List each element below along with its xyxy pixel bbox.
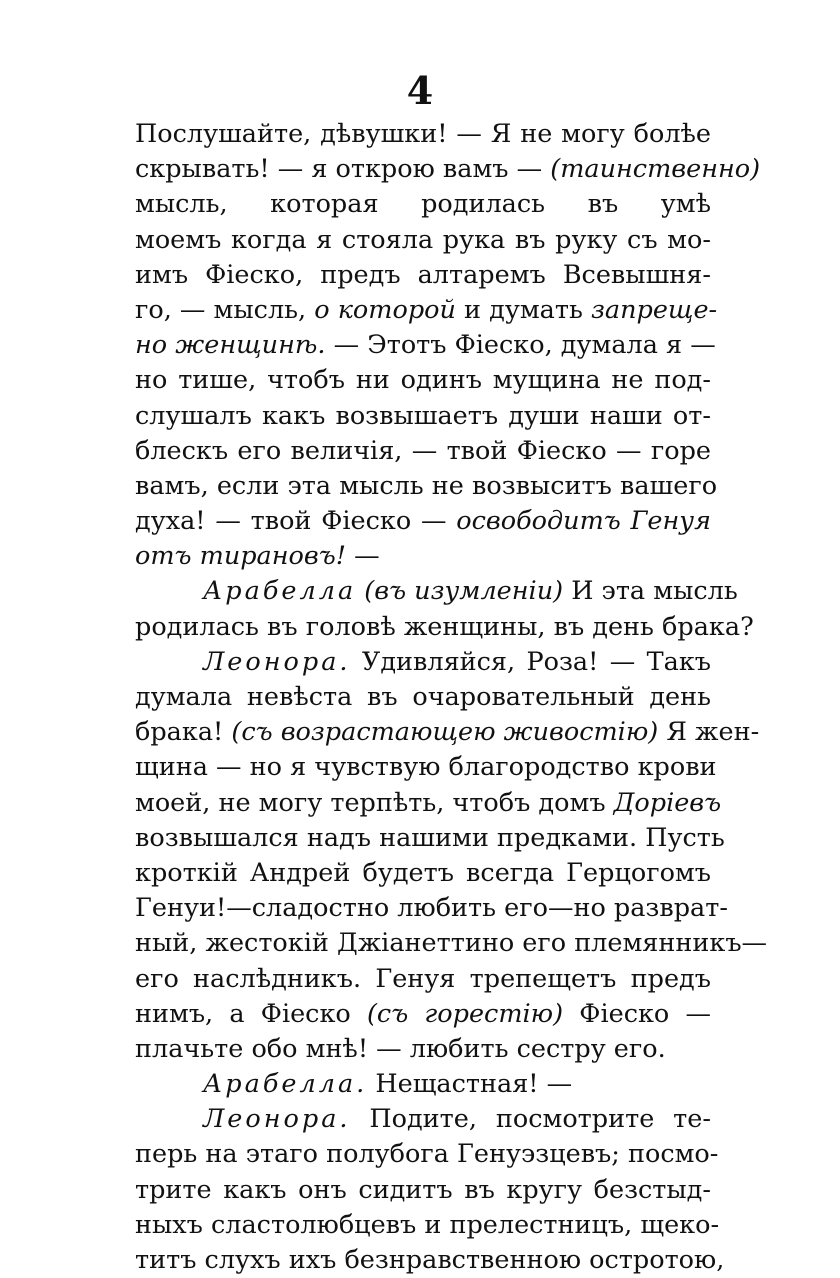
text-run: моей, не могу терпѣть, чтобъ домъ — [135, 787, 614, 818]
text-run: духа! — твой Фіеско — — [135, 506, 457, 537]
text-line — [135, 293, 718, 328]
text-line — [135, 821, 725, 856]
text-run: — — [346, 541, 380, 572]
text-run: скрывать! — я открою вамъ — — [135, 154, 551, 185]
text-line — [135, 574, 738, 609]
text-line — [135, 715, 760, 750]
text-run: Удивляйся, Роза! — Такъ — [350, 646, 711, 677]
text-line — [135, 1137, 719, 1172]
text-line — [135, 1243, 725, 1278]
text-run: брака! — [135, 717, 232, 748]
text-run: — Этотъ Фіеско, думала я — — [325, 330, 716, 361]
text-run: щина — но я чувствую благородство крови — [135, 752, 717, 783]
text-line — [135, 680, 711, 715]
text-run: мысль, которая родилась въ умѣ — [135, 189, 711, 220]
text-run: возвышался надъ нашими предками. Пусть — [135, 822, 725, 853]
text-run: имъ Фіеско, предъ алтаремъ Всевышня- — [135, 259, 711, 290]
text-run: ный, жестокій Джіанеттино его племянникъ— — [135, 928, 768, 959]
text-run: перь на этаго полубога Генуэзцевъ; посмо- — [135, 1139, 719, 1170]
text-run: Я жен- — [658, 717, 760, 748]
text-line — [135, 856, 711, 891]
text-line — [135, 610, 754, 645]
text-line — [135, 539, 711, 574]
text-line — [135, 645, 711, 680]
text-line — [135, 962, 711, 997]
text-run: моемъ когда я стояла рука въ руку съ мо- — [135, 224, 711, 255]
text-run: ныхъ сластолюбцевъ и прелестницъ, щеко- — [135, 1209, 720, 1240]
text-run: вамъ, если эта мысль не возвыситъ вашего — [135, 470, 718, 501]
text-line — [135, 469, 718, 504]
text-run: блескъ его величія, — твой Фіеско — горе — [135, 435, 711, 466]
text-line — [135, 891, 728, 926]
italic-run: отъ тирановъ! — [135, 541, 346, 572]
speaker-name: Леонора. — [203, 1104, 351, 1135]
text-run: думала невѣста въ очаровательный день — [135, 682, 711, 712]
text-line — [135, 926, 768, 961]
text-run: Генуи!—сладостно любить его—но разврат- — [135, 893, 728, 924]
text-run: плачьте обо мнѣ! — любить сестру его. — [135, 1033, 666, 1064]
text-line — [135, 187, 711, 222]
text-run: но тише, чтобъ ни одинъ мущина не под- — [135, 365, 711, 396]
text-run: титъ слухъ ихъ безнравственною остротою, — [135, 1245, 725, 1275]
text-line — [135, 997, 711, 1032]
speaker-name: Арабелла. — [203, 1069, 368, 1100]
text-line — [135, 152, 761, 187]
text-run: кроткій Андрей будетъ всегда Герцогомъ — [135, 857, 711, 888]
text-line — [135, 750, 717, 785]
speaker-name: Леонора. — [203, 646, 351, 677]
text-run: Подите, посмотрите те- — [350, 1104, 711, 1135]
text-line — [135, 1102, 711, 1137]
text-run: Нещастная! — — [367, 1069, 573, 1100]
text-line — [135, 117, 711, 152]
text-run: И эта мысль — [563, 576, 738, 607]
text-run: его наслѣдникъ. Генуя трепещетъ предъ — [135, 963, 711, 994]
italic-run: (въ изумленіи) — [364, 576, 564, 607]
text-line — [135, 363, 711, 398]
text-line — [135, 434, 711, 469]
text-run: и думать — [455, 294, 591, 325]
text-line — [135, 786, 722, 821]
text-line — [135, 223, 711, 258]
text-line — [135, 328, 716, 363]
body-text — [135, 117, 768, 1278]
italic-run: Доріевъ — [613, 787, 722, 818]
page-number: 4 — [406, 68, 434, 113]
text-run: трите какъ онъ сидитъ въ кругу безстыд- — [135, 1174, 711, 1205]
text-run: го, — мысль, — [135, 294, 315, 325]
italic-run: запреще- — [590, 294, 718, 325]
text-run: нимъ, а Фіеско — [135, 998, 367, 1029]
text-line — [135, 258, 711, 293]
text-line — [135, 1067, 711, 1102]
text-line — [135, 1032, 711, 1067]
italic-run: но женщинѣ. — [135, 330, 326, 361]
italic-run: о которой — [314, 294, 456, 325]
text-run: Фіеско — — [563, 998, 711, 1029]
speaker-name: Арабелла — [203, 576, 357, 607]
text-line — [135, 1208, 720, 1243]
italic-run: (съ горестію) — [366, 998, 564, 1029]
italic-run: освободитъ Генуя — [456, 506, 711, 537]
text-run: слушалъ какъ возвышаетъ души наши от- — [135, 400, 711, 431]
text-line — [135, 504, 711, 539]
italic-run: (съ возрастающею живостію) — [231, 717, 659, 748]
italic-run: (таинственно) — [550, 154, 761, 185]
text-line — [135, 399, 711, 434]
text-line — [135, 1173, 711, 1208]
text-run: родилась въ головѣ женщины, въ день брака? — [135, 611, 754, 642]
text-run: Послушайте, дѣвушки! — Я не могу болѣе — [135, 119, 711, 149]
